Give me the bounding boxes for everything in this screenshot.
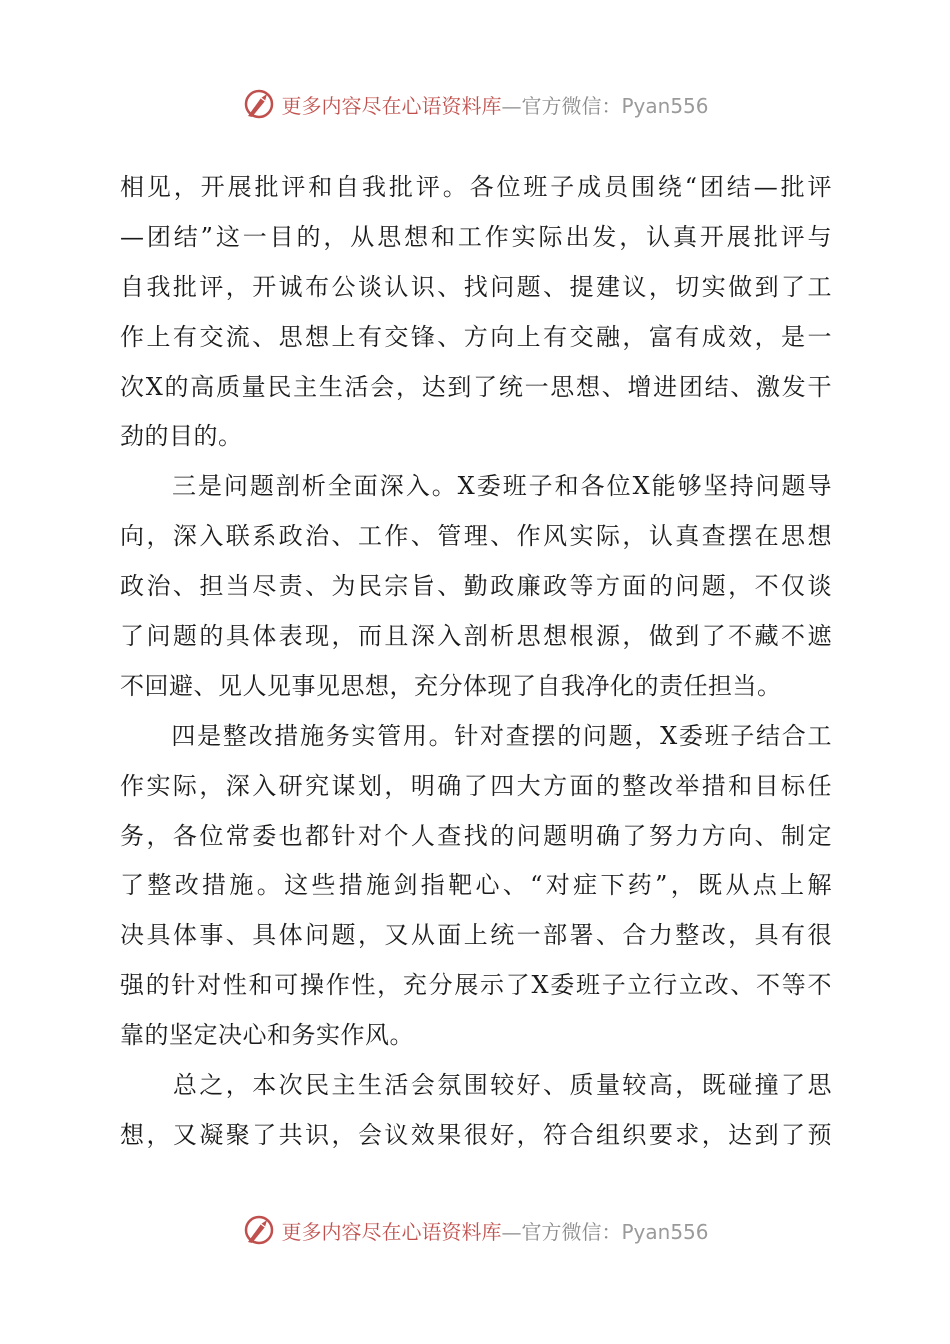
text-line: 作上有交流、思想上有交锋、方向上有交融，富有成效，是一 <box>120 322 832 351</box>
text-line: 四是整改措施务实管用。针对查摆的问题，X委班子结合工 <box>120 721 832 750</box>
pen-nib-logo-icon <box>241 1212 277 1248</box>
watermark-official: —官方微信： <box>501 93 622 118</box>
text-line: 三是问题剖析全面深入。X委班子和各位X能够坚持问题导 <box>120 472 832 501</box>
paragraph <box>120 462 832 711</box>
text-line: 劲的目的。 <box>120 422 243 451</box>
text-line: 了整改措施。这些措施剑指靶心、“对症下药”，既从点上解 <box>120 871 832 900</box>
text-line: —团结”这一目的，从思想和工作实际出发，认真开展批评与 <box>120 222 832 251</box>
paragraph <box>120 163 832 462</box>
watermark-official: —官方微信： <box>501 1219 622 1244</box>
text-line: 强的针对性和可操作性，充分展示了X委班子立行立改、不等不 <box>120 971 832 1000</box>
text-line: 务，各位常委也都针对个人查找的问题明确了努力方向、制定 <box>120 821 832 850</box>
watermark-site: 更多内容尽在心语资料库 <box>281 1219 502 1244</box>
text-line: 作实际，深入研究谋划，明确了四大方面的整改举措和目标任 <box>120 771 832 800</box>
text-line: 次X的高质量民主生活会，达到了统一思想、增进团结、激发干 <box>120 372 832 401</box>
header-watermark <box>0 84 950 124</box>
text-line: 了问题的具体表现，而且深入剖析思想根源，做到了不藏不遮 <box>120 622 832 651</box>
watermark-wechat-id: Pyan556 <box>621 93 709 118</box>
text-line: 总之，本次民主生活会氛围较好、质量较高，既碰撞了思 <box>120 1071 832 1100</box>
paragraph <box>120 1061 832 1161</box>
text-line: 向，深入联系政治、工作、管理、作风实际，认真查摆在思想 <box>120 522 832 551</box>
text-line: 政治、担当尽责、为民宗旨、勤政廉政等方面的问题，不仅谈 <box>120 572 832 601</box>
text-line: 不回避、见人见事见思想，充分体现了自我净化的责任担当。 <box>120 671 782 700</box>
watermark-site: 更多内容尽在心语资料库 <box>281 93 502 118</box>
watermark-text <box>281 1216 708 1245</box>
text-line: 想，又凝聚了共识，会议效果很好，符合组织要求，达到了预 <box>120 1120 832 1149</box>
text-line: 相见，开展批评和自我批评。各位班子成员围绕“团结—批评 <box>120 173 832 201</box>
watermark-text <box>281 90 708 119</box>
pen-nib-logo-icon <box>241 86 277 122</box>
paragraph <box>120 712 832 1061</box>
text-line: 自我批评，开诚布公谈认识、找问题、提建议，切实做到了工 <box>120 272 832 301</box>
text-line: 靠的坚定决心和务实作风。 <box>120 1021 414 1050</box>
footer-watermark <box>0 1210 950 1250</box>
text-line: 决具体事、具体问题，又从面上统一部署、合力整改，具有很 <box>120 921 832 950</box>
document-body <box>120 163 832 1161</box>
watermark-wechat-id: Pyan556 <box>621 1219 709 1244</box>
